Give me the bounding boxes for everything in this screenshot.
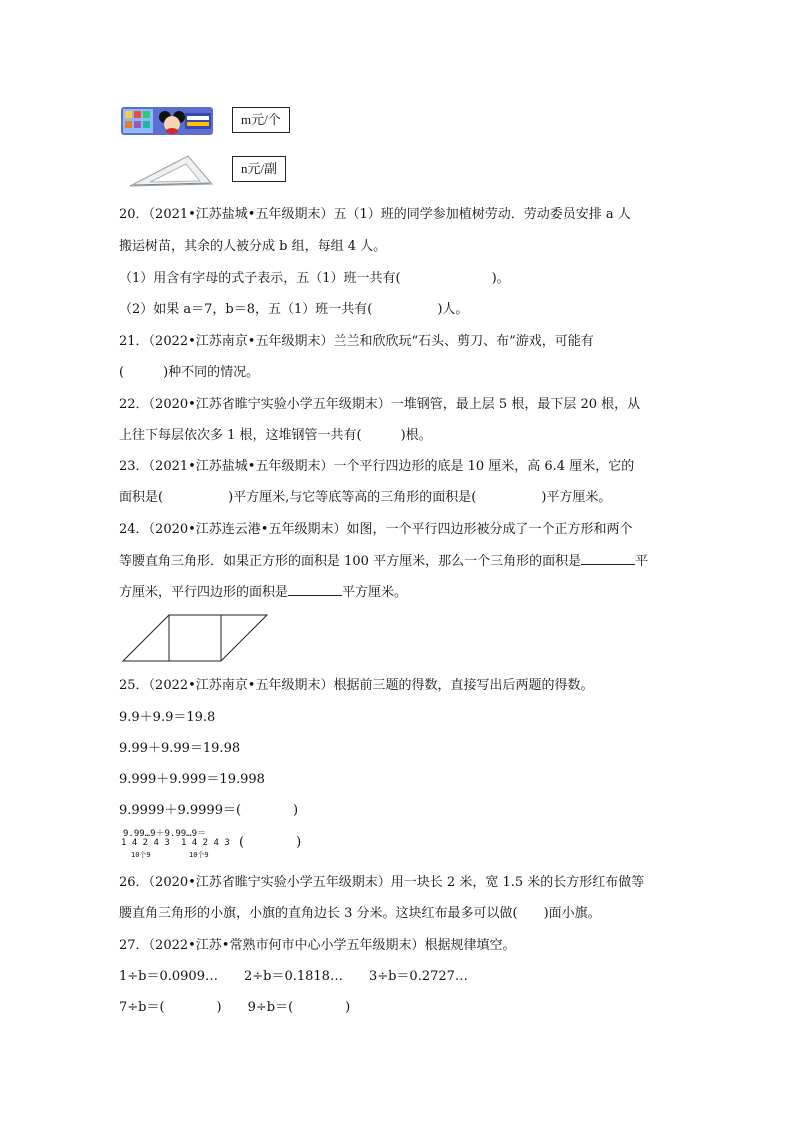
q26-line1: 26．（2020•江苏省睢宁实验小学五年级期末）用一块长 2 米，宽 1.5 米的长方形红布做等 <box>119 875 645 890</box>
q24-line3-tail: 平方厘米。 <box>342 585 408 600</box>
q24-blank-triangle[interactable] <box>581 552 635 565</box>
q25-eq1: 9.9＋9.9＝19.8 <box>119 710 216 725</box>
price-box-set-square: n元/副 <box>232 156 286 182</box>
q24-blank-parallelogram[interactable] <box>288 583 342 596</box>
q20-line1: 20．（2021•江苏盐城•五年级期末）五（1）班的同学参加植树劳动．劳动委员安排 a 人 <box>119 207 631 222</box>
pencil-case-image <box>121 107 213 135</box>
q25-eq2: 9.99＋9.99＝19.98 <box>119 741 241 756</box>
q20-line2: 搬运树苗，其余的人被分成 b 组，每组 4 人。 <box>119 239 387 254</box>
q23-line1: 23．（2021•江苏盐城•五年级期末）一个平行四边形的底是 10 厘米，高 6.4 厘米，它的 <box>119 459 635 474</box>
q25-eq5-sub-a: 10个9 <box>131 851 151 859</box>
q24-line2-tail: 平 <box>635 554 649 569</box>
q21-line2: ( )种不同的情况。 <box>119 365 260 380</box>
q25-line1: 25．（2022•江苏南京•五年级期末）根据前三题的得数，直接写出后两题的得数。 <box>119 678 594 693</box>
q27-line1: 27．（2022•江苏•常熟市何市中心小学五年级期末）根据规律填空。 <box>119 938 516 953</box>
q20-sub2: （2）如果 a＝7，b＝8，五（1）班一共有( )人。 <box>119 302 469 317</box>
q25-eq4: 9.9999＋9.9999＝( ) <box>119 803 299 818</box>
parallelogram-figure <box>120 612 270 664</box>
q24-line2 <box>119 552 648 571</box>
q26-line2: 腰直角三角形的小旗，小旗的直角边长 3 分米。这块红布最多可以做( )面小旗。 <box>119 906 601 921</box>
q24-line3 <box>119 583 407 602</box>
q24-line1: 24．（2020•江苏连云港•五年级期末）如图，一个平行四边形被分成了一个正方形和两个 <box>119 522 633 537</box>
q21-line1: 21．（2022•江苏南京•五年级期末）兰兰和欣欣玩“石头、剪刀、布”游戏，可能有 <box>119 334 594 349</box>
q25-eq3: 9.999＋9.999＝19.998 <box>119 772 265 787</box>
q25-eq5-brace-b: 1 4 2 4 3 <box>181 838 230 848</box>
q25-eq5-sub-b: 10个9 <box>189 851 209 859</box>
q25-eq5-top: 9.99…9＋9.99…9＝ <box>123 829 207 839</box>
q27-row1: 1÷b＝0.0909… 2÷b＝0.1818… 3÷b＝0.2727… <box>119 969 468 984</box>
q22-line1: 22．（2020•江苏省睢宁实验小学五年级期末）一堆钢管，最上层 5 根，最下层 20 根，从 <box>119 397 641 412</box>
q22-line2: 上往下每层依次多 1 根，这堆钢管一共有( )根。 <box>119 428 432 443</box>
q25-eq5-blank[interactable]: ( ) <box>239 835 302 850</box>
q23-line2: 面积是( )平方厘米,与它等底等高的三角形的面积是( )平方厘米。 <box>119 490 612 505</box>
q24-line2-text: 等腰直角三角形．如果正方形的面积是 100 平方厘米，那么一个三角形的面积是 <box>119 554 582 569</box>
q25-eq5-brace-a: 1 4 2 4 3 <box>121 838 170 848</box>
q25-eq5 <box>119 828 319 862</box>
q24-line3-text: 方厘米，平行四边形的面积是 <box>119 585 289 600</box>
price-box-pencil-case: m元/个 <box>232 107 290 133</box>
q20-sub1: （1）用含有字母的式子表示，五（1）班一共有( )。 <box>119 271 510 286</box>
q27-row2: 7÷b＝( ) 9÷b＝( ) <box>119 1000 351 1015</box>
set-square-image <box>128 154 214 188</box>
